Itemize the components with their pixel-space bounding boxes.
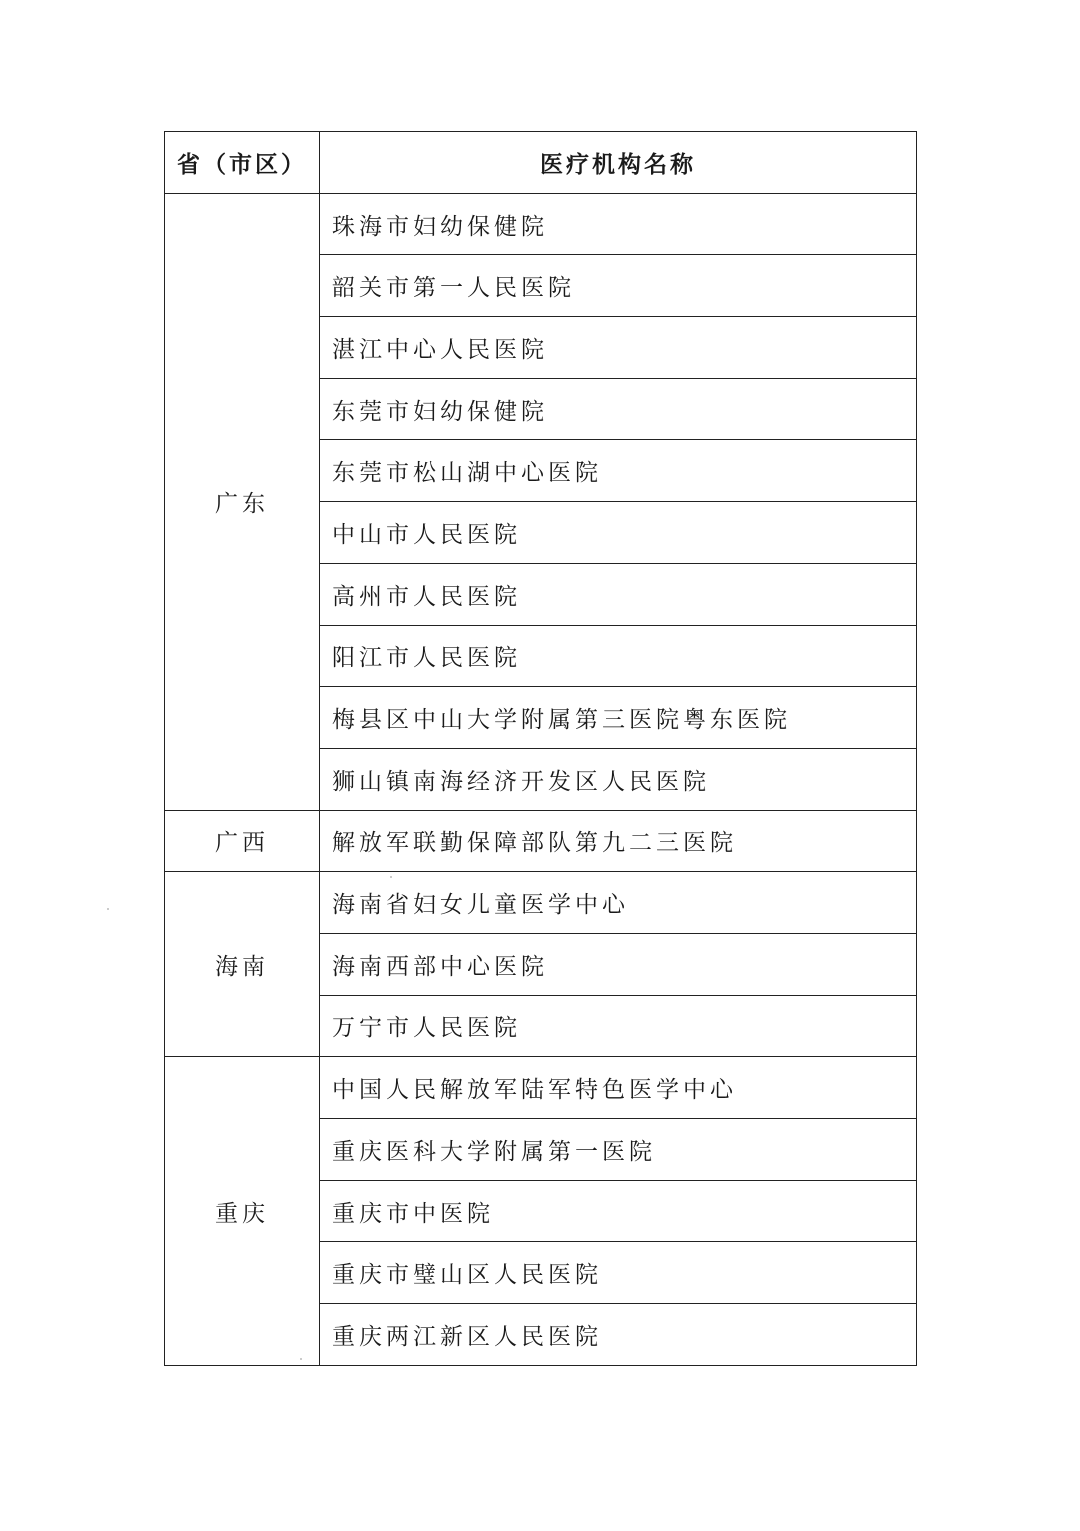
institution-cell: 重庆医科大学附属第一医院 <box>320 1119 917 1181</box>
table-row <box>165 810 917 872</box>
scan-speck <box>107 908 109 910</box>
scan-speck <box>300 1358 302 1360</box>
institution-cell: 解放军联勤保障部队第九二三医院 <box>320 810 917 872</box>
institution-cell: 珠海市妇幼保健院 <box>320 193 917 255</box>
institution-cell: 中国人民解放军陆军特色医学中心 <box>320 1057 917 1119</box>
hospital-table <box>164 131 917 1366</box>
institution-cell: 重庆两江新区人民医院 <box>320 1304 917 1366</box>
province-cell: 重庆 <box>165 1057 320 1365</box>
header-province: 省（市区） <box>165 132 320 194</box>
institution-cell: 东莞市松山湖中心医院 <box>320 440 917 502</box>
institution-cell: 重庆市中医院 <box>320 1180 917 1242</box>
province-cell: 广东 <box>165 193 320 810</box>
province-cell: 海南 <box>165 872 320 1057</box>
table-row <box>165 193 917 255</box>
table-row <box>165 872 917 934</box>
institution-cell: 万宁市人民医院 <box>320 995 917 1057</box>
institution-cell: 海南西部中心医院 <box>320 933 917 995</box>
table-body <box>165 193 917 1365</box>
institution-cell: 狮山镇南海经济开发区人民医院 <box>320 748 917 810</box>
institution-cell: 梅县区中山大学附属第三医院粤东医院 <box>320 687 917 749</box>
institution-cell: 重庆市璧山区人民医院 <box>320 1242 917 1304</box>
header-institution: 医疗机构名称 <box>320 132 917 194</box>
institution-cell: 东莞市妇幼保健院 <box>320 378 917 440</box>
province-cell: 广西 <box>165 810 320 872</box>
institution-cell: 韶关市第一人民医院 <box>320 255 917 317</box>
institution-cell: 湛江中心人民医院 <box>320 317 917 379</box>
scan-speck <box>390 876 392 878</box>
institution-cell: 海南省妇女儿童医学中心 <box>320 872 917 934</box>
table-header-row <box>165 132 917 194</box>
institution-cell: 阳江市人民医院 <box>320 625 917 687</box>
institution-cell: 高州市人民医院 <box>320 563 917 625</box>
institution-cell: 中山市人民医院 <box>320 502 917 564</box>
table-row <box>165 1057 917 1119</box>
